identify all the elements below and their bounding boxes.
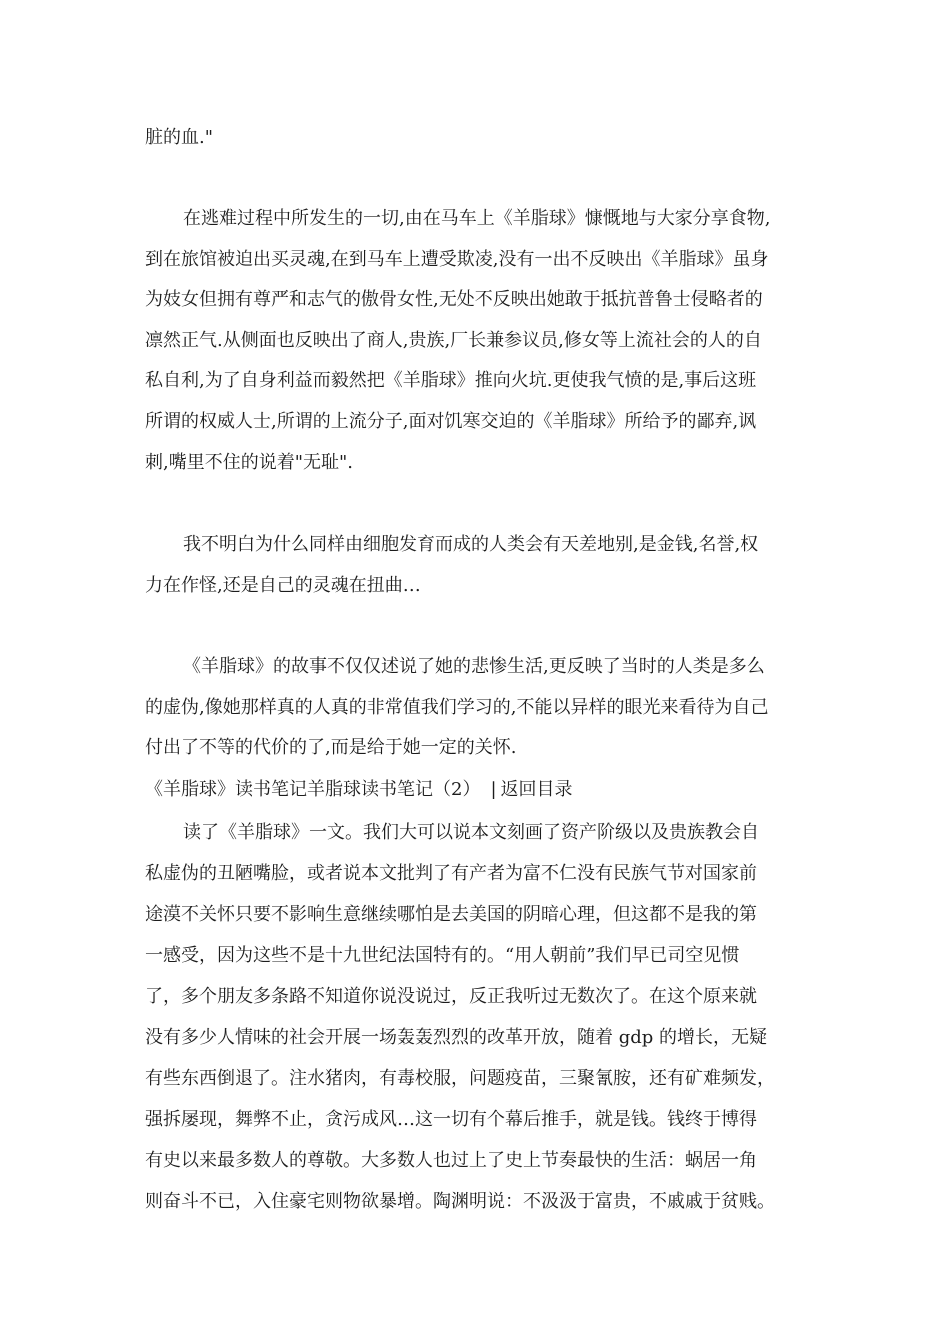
- paragraph-line: 刺,嘴里不住的说着"无耻".: [145, 452, 354, 473]
- paragraph-line: 则奋斗不已，入住豪宅则物欲暴增。陶渊明说：不汲汲于富贵，不戚戚于贫贱。: [145, 1191, 775, 1212]
- paragraph-line: 一感受，因为这些不是十九世纪法国特有的。“用人朝前”我们早已司空见惯: [145, 945, 740, 966]
- paragraph-line: 为妓女但拥有尊严和志气的傲骨女性,无处不反映出她敢于抵抗普鲁士侵略者的: [145, 289, 763, 310]
- paragraph-line: 了，多个朋友多条路不知道你说没说过，反正我听过无数次了。在这个原来就: [145, 986, 757, 1007]
- paragraph-line: 所谓的权威人士,所谓的上流分子,面对饥寒交迫的《羊脂球》所给予的鄙弃,讽: [145, 411, 757, 432]
- paragraph-line: 的虚伪,像她那样真的人真的非常值我们学习的,不能以异样的眼光来看待为自己: [145, 697, 769, 718]
- paragraph-line: 付出了不等的代价的了,而是给于她一定的关怀.: [145, 737, 517, 758]
- section-heading: [145, 778, 825, 802]
- paragraph-line: 私虚伪的丑陋嘴脸，或者说本文批判了有产者为富不仁没有民族气节对国家前: [145, 863, 757, 884]
- section-title: 《羊脂球》读书笔记羊脂球读书笔记（2）: [145, 779, 481, 800]
- paragraph-line: 我不明白为什么同样由细胞发育而成的人类会有天差地别,是金钱,名誉,权: [183, 534, 759, 555]
- paragraph-line: 读了《羊脂球》一文。我们大可以说本文刻画了资产阶级以及贵族教会自: [183, 822, 759, 843]
- paragraph-line: 有些东西倒退了。注水猪肉，有毒校服，问题疫苗，三聚氰胺，还有矿难频发，: [145, 1068, 775, 1089]
- paragraph-line: 强拆屡现，舞弊不止，贪污成风…这一切有个幕后推手，就是钱。钱终于博得: [145, 1109, 757, 1130]
- heading-separator: |: [490, 779, 497, 800]
- paragraph-line: 在逃难过程中所发生的一切,由在马车上《羊脂球》慷慨地与大家分享食物,: [183, 208, 771, 229]
- paragraph-line: 凛然正气.从侧面也反映出了商人,贵族,厂长兼参议员,修女等上流社会的人的自: [145, 330, 762, 351]
- paragraph-line: 到在旅馆被迫出买灵魂,在到马车上遭受欺凌,没有一出不反映出《羊脂球》虽身: [145, 249, 769, 270]
- back-to-contents-link[interactable]: 返回目录: [500, 779, 573, 800]
- paragraph-line: 途漠不关怀只要不影响生意继续哪怕是去美国的阴暗心理，但这都不是我的第: [145, 904, 757, 925]
- paragraph-line: 私自利,为了自身利益而毅然把《羊脂球》推向火坑.更使我气愤的是,事后这班: [145, 370, 757, 391]
- paragraph-line: 力在作怪,还是自己的灵魂在扭曲…: [145, 575, 421, 596]
- paragraph-line: 《羊脂球》的故事不仅仅述说了她的悲惨生活,更反映了当时的人类是多么: [183, 656, 765, 677]
- paragraph-line: 有史以来最多数人的尊敬。大多数人也过上了史上节奏最快的生活：蜗居一角: [145, 1150, 757, 1171]
- paragraph-line: 脏的血.": [145, 127, 214, 148]
- paragraph-line: 没有多少人情味的社会开展一场轰轰烈烈的改革开放，随着 gdp 的增长，无疑: [145, 1027, 768, 1048]
